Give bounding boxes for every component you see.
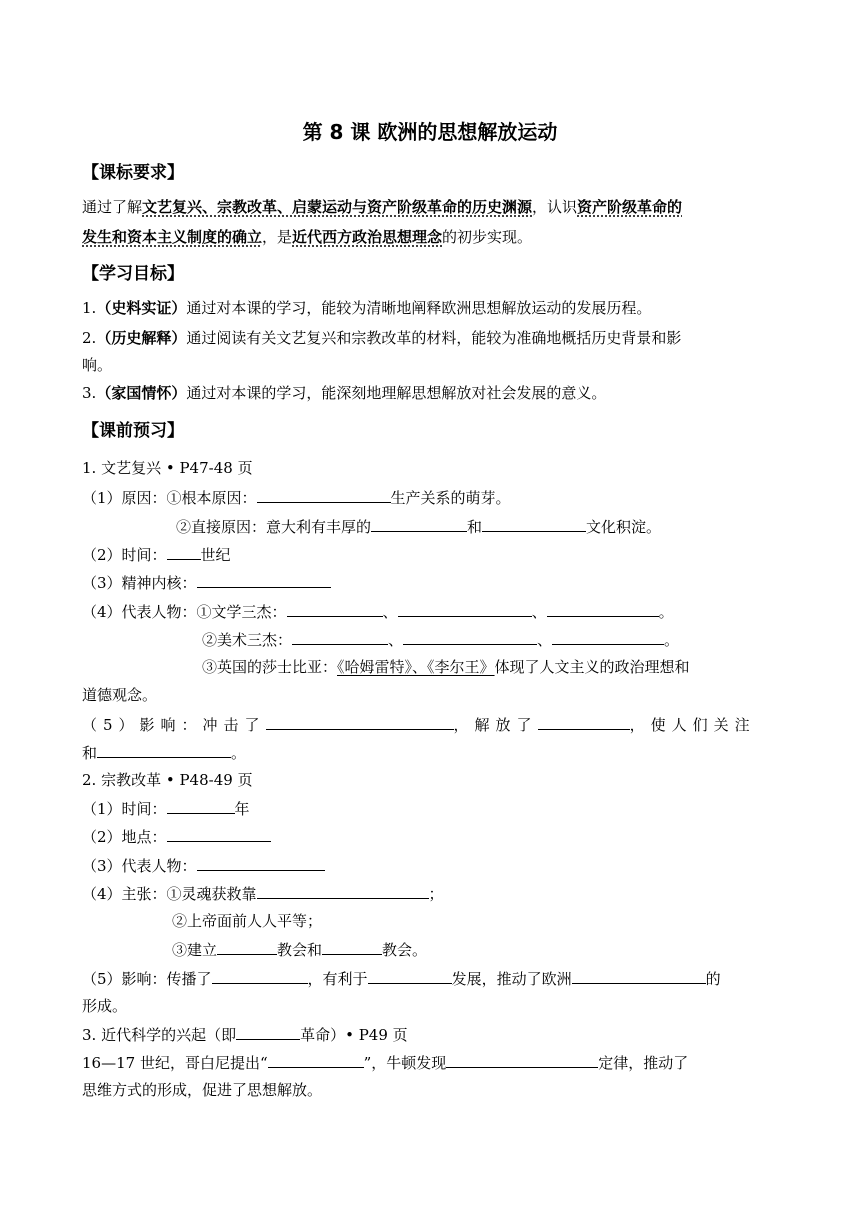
works-underlined: 《哈姆雷特》、《李尔王》: [337, 658, 495, 676]
answer-blank[interactable]: [572, 968, 706, 984]
text: ③建立: [172, 941, 218, 959]
answer-blank[interactable]: [97, 742, 231, 758]
answer-blank[interactable]: [236, 1024, 300, 1040]
answer-blank[interactable]: [446, 1052, 598, 1068]
text: （2）地点：: [82, 828, 167, 846]
preview-2-4b: ②上帝面前人人平等；: [172, 912, 323, 930]
separator: 、: [537, 631, 553, 649]
separator: 、: [388, 631, 404, 649]
goal-2: [82, 328, 681, 348]
emphasis: 近代西方政治思想理念: [292, 228, 443, 246]
text: 的: [705, 970, 721, 988]
preview-2-4a: [82, 883, 444, 904]
goal-1: [82, 298, 651, 318]
text: 定律，推动了: [598, 1054, 689, 1072]
goal-number: 2.: [82, 329, 97, 347]
answer-blank[interactable]: [547, 601, 659, 617]
answer-blank[interactable]: [167, 798, 235, 814]
text: （3）代表人物：: [82, 857, 197, 875]
preview-1-1: [82, 487, 511, 508]
answer-blank[interactable]: [257, 487, 391, 503]
answer-blank[interactable]: [167, 544, 201, 560]
goal-number: 3.: [82, 384, 97, 402]
text: （1）原因：①根本原因：: [82, 489, 257, 507]
preview-1-5-cont: [82, 742, 246, 763]
answer-blank[interactable]: [371, 516, 467, 532]
answer-blank[interactable]: [368, 968, 452, 984]
preview-1-2: [82, 544, 231, 565]
preview-2-5: [82, 968, 721, 989]
preview-2-4c: [172, 939, 427, 960]
preview-1-4b: [202, 629, 679, 650]
goal-2-cont: 响。: [82, 356, 113, 374]
goal-number: 1.: [82, 299, 97, 317]
answer-blank[interactable]: [322, 939, 382, 955]
goal-tag: （家国情怀）: [96, 384, 187, 402]
goal-text: 通过阅读有关文艺复兴和宗教改革的材料，能较为准确地概括历史背景和影: [186, 329, 682, 347]
answer-blank[interactable]: [482, 516, 586, 532]
text: 世纪: [200, 546, 231, 564]
text: 。: [658, 603, 674, 621]
answer-blank[interactable]: [197, 855, 325, 871]
goal-3: [82, 383, 606, 403]
text: 。: [664, 631, 680, 649]
emphasis: 文艺复兴、宗教改革、启蒙运动与资产阶级革命的历史渊源: [142, 198, 533, 216]
emphasis: 发生和资本主义制度的确立: [82, 228, 263, 246]
section-curriculum: 【课标要求】: [82, 163, 184, 183]
preview-1-1b: [176, 516, 661, 537]
text: 生产关系的萌芽。: [390, 489, 511, 507]
text: ，解放了: [453, 716, 538, 734]
text: 年: [234, 800, 250, 818]
preview-1-5: [82, 714, 756, 735]
text: ，认识: [532, 198, 578, 216]
text: 通过了解: [82, 198, 143, 216]
preview-1-4a: [82, 601, 674, 622]
preview-3-1: [82, 1052, 688, 1073]
text: 16—17 世纪，哥白尼提出“: [82, 1054, 268, 1072]
goal-text: 通过对本课的学习，能较为清晰地阐释欧洲思想解放运动的发展历程。: [186, 299, 652, 317]
preview-1-4c-cont: 道德观念。: [82, 686, 158, 704]
answer-blank[interactable]: [398, 601, 532, 617]
separator: 、: [382, 603, 398, 621]
text: （4）主张：①灵魂获救靠: [82, 885, 257, 903]
preview-1-3: [82, 572, 331, 593]
text: （4）代表人物：①文学三杰：: [82, 603, 287, 621]
preview-heading-1: 1. 文艺复兴 • P47-48 页: [82, 459, 253, 477]
emphasis: 资产阶级革命的: [577, 198, 683, 216]
goal-text: 通过对本课的学习，能深刻地理解思想解放对社会发展的意义。: [186, 384, 607, 402]
text: 的初步实现。: [442, 228, 533, 246]
section-preview: 【课前预习】: [82, 421, 184, 441]
answer-blank[interactable]: [403, 629, 537, 645]
text: ；: [428, 885, 444, 903]
text: （1）时间：: [82, 800, 167, 818]
answer-blank[interactable]: [197, 572, 331, 588]
answer-blank[interactable]: [212, 968, 308, 984]
preview-2-2: [82, 826, 271, 847]
text: （3）精神内核：: [82, 574, 197, 592]
text: ，使人们关注: [629, 716, 756, 734]
goal-tag: （史料实证）: [96, 299, 187, 317]
preview-heading-3: [82, 1024, 408, 1045]
answer-blank[interactable]: [268, 1052, 364, 1068]
text: 发展，推动了欧洲: [451, 970, 572, 988]
text: 和: [467, 518, 483, 536]
text: 。: [231, 744, 247, 762]
answer-blank[interactable]: [257, 883, 429, 899]
answer-blank[interactable]: [552, 629, 664, 645]
text: 体现了人文主义的政治理想和: [494, 658, 690, 676]
preview-2-5-cont: 形成。: [82, 997, 128, 1015]
curriculum-line-1: [82, 197, 682, 217]
preview-3-cont: 思维方式的形成，促进了思想解放。: [82, 1081, 323, 1099]
section-goals: 【学习目标】: [82, 264, 184, 284]
answer-blank[interactable]: [266, 714, 454, 730]
answer-blank[interactable]: [538, 714, 630, 730]
answer-blank[interactable]: [287, 601, 383, 617]
page-title: 第 8 课 欧洲的思想解放运动: [302, 120, 558, 144]
text: （5）影响：冲击了: [82, 716, 266, 734]
preview-2-3: [82, 855, 325, 876]
goal-tag: （历史解释）: [96, 329, 187, 347]
text: ，有利于: [307, 970, 368, 988]
preview-2-1: [82, 798, 250, 819]
text: 和: [82, 744, 98, 762]
answer-blank[interactable]: [167, 826, 271, 842]
text: 革命）• P49 页: [300, 1026, 408, 1044]
text: 文化积淀。: [586, 518, 662, 536]
separator: 、: [531, 603, 547, 621]
text: （5）影响：传播了: [82, 970, 212, 988]
text: ”，牛顿发现: [363, 1054, 447, 1072]
text: 教会和: [277, 941, 323, 959]
text: ，是: [262, 228, 293, 246]
text: （2）时间：: [82, 546, 167, 564]
curriculum-line-2: [82, 227, 532, 247]
preview-heading-2: 2. 宗教改革 • P48-49 页: [82, 771, 253, 789]
text: 教会。: [382, 941, 428, 959]
preview-1-4c: [202, 657, 690, 677]
text: ②直接原因：意大利有丰厚的: [176, 518, 372, 536]
answer-blank[interactable]: [217, 939, 277, 955]
answer-blank[interactable]: [292, 629, 388, 645]
text: ③英国的莎士比亚：: [202, 658, 338, 676]
text: 3. 近代科学的兴起（即: [82, 1026, 237, 1044]
text: ②美术三杰：: [202, 631, 293, 649]
